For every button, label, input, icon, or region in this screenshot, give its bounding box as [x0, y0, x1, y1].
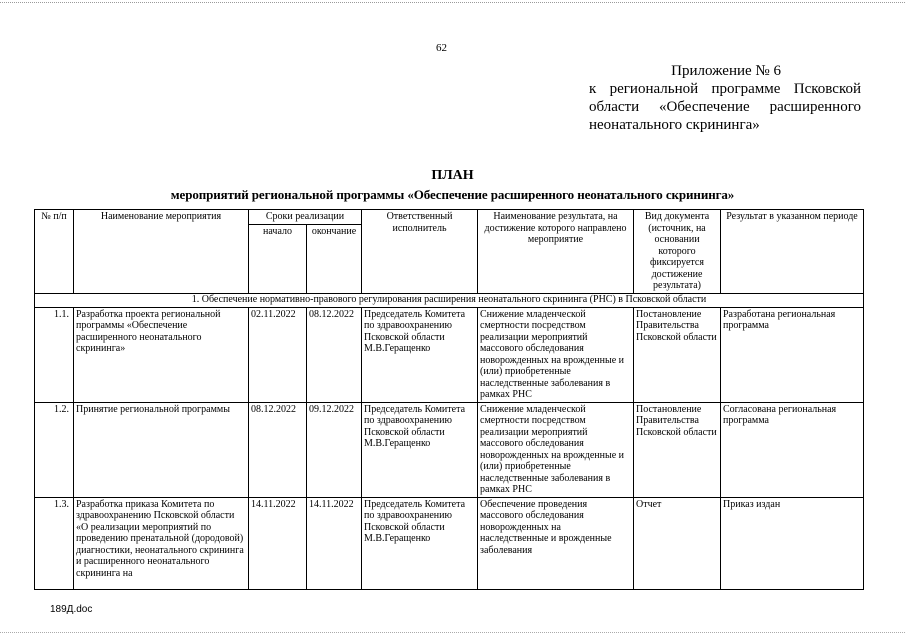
bottom-dotted-edge	[0, 632, 905, 633]
row-result-name: Снижение младенческой смертности посредством реализации мероприятий массового обследования новорожденных на врожденные и (или) приобретенные наследственные заболевания в рамках РНС	[478, 307, 634, 402]
header-activity-name: Наименование мероприятия	[74, 210, 249, 294]
appendix-block	[589, 62, 861, 134]
footer-filename: 189Д.doc	[50, 604, 93, 615]
row-executor: Председатель Комитета по здравоохранению Псковской области М.В.Геращенко	[362, 307, 478, 402]
row-period-result: Разработана региональная программа	[721, 307, 864, 402]
header-terms: Сроки реализации	[249, 210, 362, 225]
row-executor: Председатель Комитета по здравоохранению Псковской области М.В.Геращенко	[362, 497, 478, 589]
appendix-title: Приложение № 6	[671, 63, 781, 79]
row-document-type: Постановление Правительства Псковской области	[634, 402, 721, 497]
row-num: 1.3.	[35, 497, 74, 589]
row-activity-name: Принятие региональной программы	[74, 402, 249, 497]
top-dotted-edge	[0, 2, 905, 3]
header-num: № п/п	[35, 210, 74, 294]
header-executor: Ответственный исполнитель	[362, 210, 478, 294]
row-activity-name: Разработка проекта региональной программы «Обеспечение расширенного неонатального скрининга»	[74, 307, 249, 402]
row-result-name: Обеспечение проведения массового обследования новорожденных на наследственные и врожденные заболевания	[478, 497, 634, 589]
row-end-date: 09.12.2022	[307, 402, 362, 497]
row-end-date: 14.11.2022	[307, 497, 362, 589]
row-period-result: Согласована региональная программа	[721, 402, 864, 497]
header-document-type: Вид документа (источник, на основании которого фиксируется достижение результата)	[634, 210, 721, 294]
row-start-date: 02.11.2022	[249, 307, 307, 402]
row-activity-name: Разработка приказа Комитета по здравоохранению Псковской области «О реализации мероприятий по проведению пренатальной (дородовой) диагностики, неонатального скрининга и расширенного неонатального скрининга на	[74, 497, 249, 589]
table-row	[35, 497, 864, 589]
row-num: 1.2.	[35, 402, 74, 497]
table-row	[35, 402, 864, 497]
row-executor: Председатель Комитета по здравоохранению Псковской области М.В.Геращенко	[362, 402, 478, 497]
header-result-name: Наименование результата, на достижение которого направлено мероприятие	[478, 210, 634, 294]
header-start: начало	[249, 225, 307, 293]
plan-table	[34, 209, 864, 590]
row-period-result: Приказ издан	[721, 497, 864, 589]
table-row	[35, 307, 864, 402]
section-title: 1. Обеспечение нормативно-правового регулирования расширения неонатального скрининга (РНС) в Псковской области	[35, 293, 864, 307]
row-end-date: 08.12.2022	[307, 307, 362, 402]
header-period-result: Результат в указанном периоде	[721, 210, 864, 294]
row-document-type: Постановление Правительства Псковской области	[634, 307, 721, 402]
row-start-date: 14.11.2022	[249, 497, 307, 589]
row-result-name: Снижение младенческой смертности посредством реализации мероприятий массового обследования новорожденных на врожденные и (или) приобретенные наследственные заболевания в рамках РНС	[478, 402, 634, 497]
plan-subtitle: мероприятий региональной программы «Обеспечение расширенного неонатального скрининга»	[170, 187, 735, 202]
appendix-text: к региональной программе Псковской области «Обеспечение расширенного неонатального скрининга»	[589, 81, 861, 133]
plan-title: ПЛАН	[431, 168, 474, 183]
row-num: 1.1.	[35, 307, 74, 402]
page-number: 62	[436, 42, 447, 54]
header-end: окончание	[307, 225, 362, 293]
row-document-type: Отчет	[634, 497, 721, 589]
row-start-date: 08.12.2022	[249, 402, 307, 497]
